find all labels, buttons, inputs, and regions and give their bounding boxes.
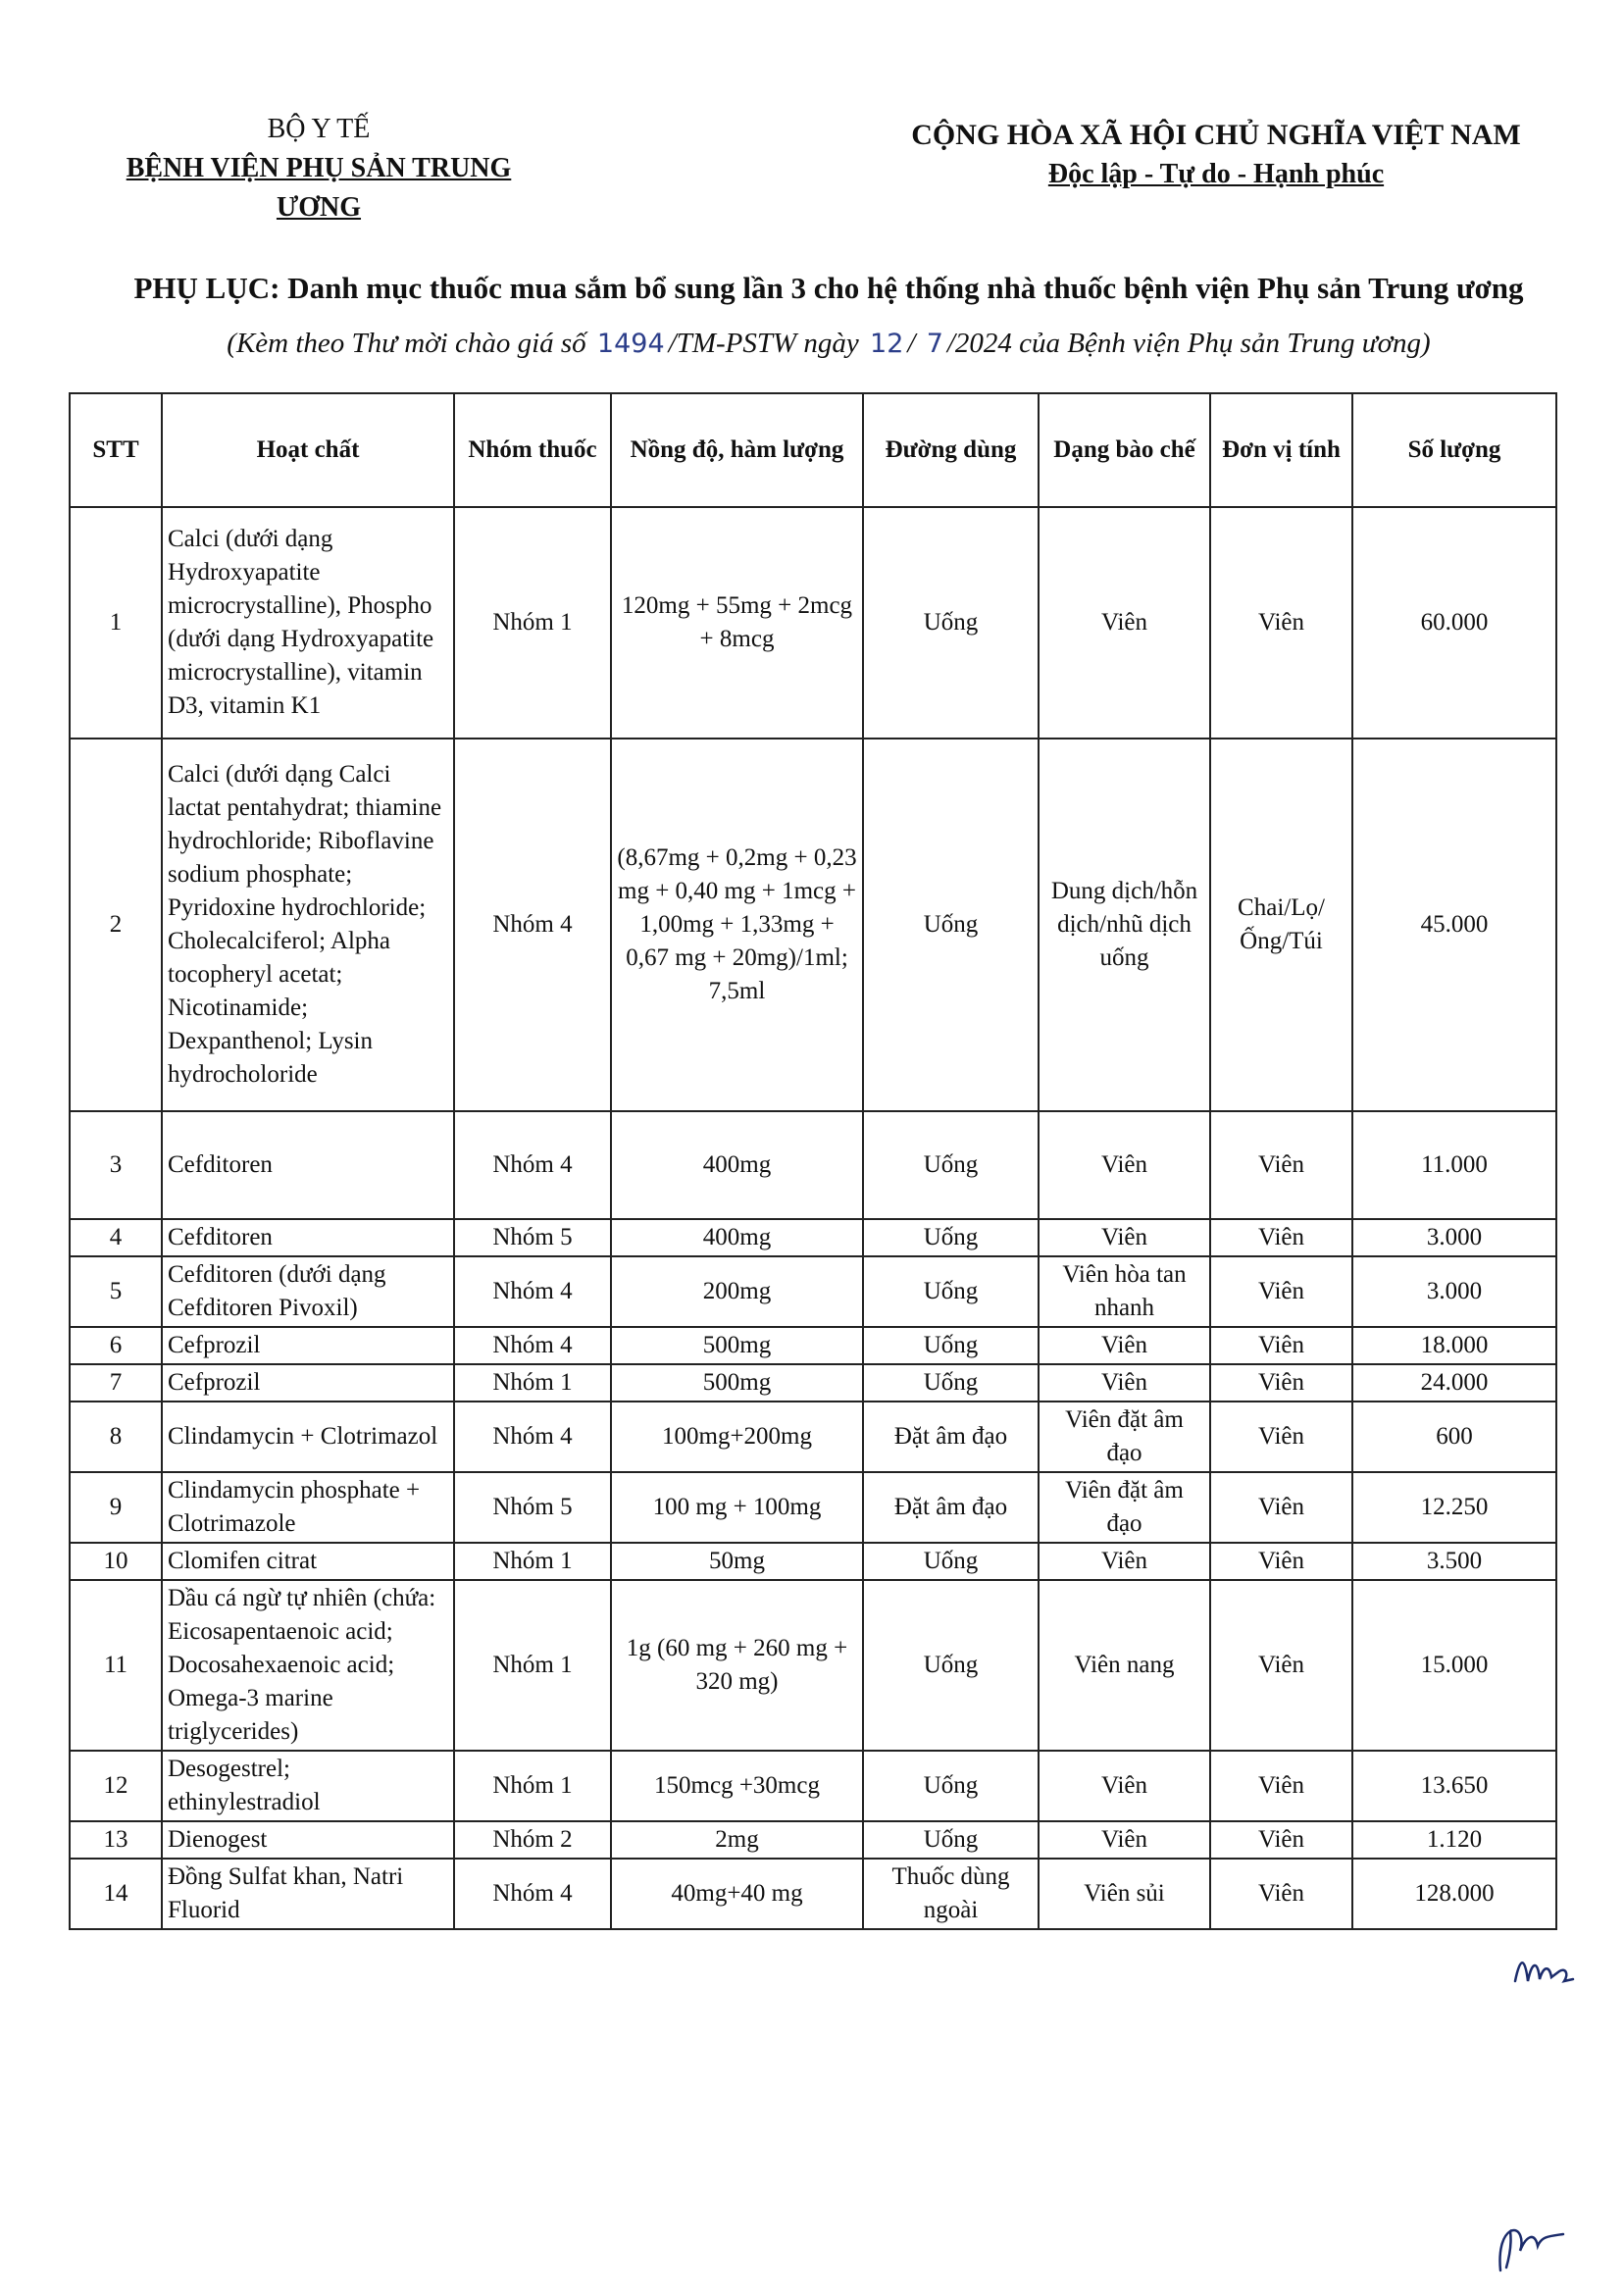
cell-nhom-thuoc: Nhóm 4 <box>454 1327 611 1364</box>
cell-nong-do: 2mg <box>611 1821 863 1859</box>
national-motto: Độc lập - Tự do - Hạnh phúc <box>1047 159 1385 189</box>
cell-don-vi-tinh: Viên <box>1210 1821 1352 1859</box>
country-name: CỘNG HÒA XÃ HỘI CHỦ NGHĨA VIỆT NAM <box>911 119 1521 151</box>
cell-so-luong: 3.000 <box>1352 1256 1556 1327</box>
cell-dang-bao-che: Viên <box>1039 1821 1210 1859</box>
document-title: PHỤ LỤC: Danh mục thuốc mua sắm bổ sung lần 3 cho hệ thống nhà thuốc bệnh viện Phụ sản Trung ương <box>133 271 1524 305</box>
cell-stt: 4 <box>70 1219 162 1256</box>
table-row <box>70 1402 1556 1472</box>
cell-don-vi-tinh: Viên <box>1210 1543 1352 1580</box>
cell-dang-bao-che: Viên <box>1039 1364 1210 1402</box>
cell-nong-do: 120mg + 55mg + 2mcg + 8mcg <box>611 507 863 739</box>
hospital-name: BỆNH VIỆN PHỤ SẢN TRUNG ƯƠNG <box>126 153 512 223</box>
cell-don-vi-tinh: Viên <box>1210 1751 1352 1821</box>
cell-don-vi-tinh: Viên <box>1210 1580 1352 1751</box>
cell-don-vi-tinh: Chai/Lọ/Ống/Túi <box>1210 739 1352 1111</box>
cell-don-vi-tinh: Viên <box>1210 1219 1352 1256</box>
cell-dang-bao-che: Viên <box>1039 1543 1210 1580</box>
cell-hoat-chat: Cefditoren (dưới dạng Cefditoren Pivoxil) <box>162 1256 454 1327</box>
header-duong-dung: Đường dùng <box>863 393 1039 507</box>
cell-stt: 13 <box>70 1821 162 1859</box>
cell-nong-do: 40mg+40 mg <box>611 1859 863 1929</box>
cell-nhom-thuoc: Nhóm 5 <box>454 1472 611 1543</box>
cell-nong-do: 400mg <box>611 1219 863 1256</box>
cell-stt: 11 <box>70 1580 162 1751</box>
cell-nong-do: 100 mg + 100mg <box>611 1472 863 1543</box>
drug-list-table <box>69 392 1557 1930</box>
cell-stt: 10 <box>70 1543 162 1580</box>
cell-so-luong: 3.500 <box>1352 1543 1556 1580</box>
subtitle-part-2: /TM-PSTW ngày <box>668 328 859 359</box>
cell-duong-dung: Đặt âm đạo <box>863 1402 1039 1472</box>
cell-hoat-chat: Cefprozil <box>162 1327 454 1364</box>
cell-hoat-chat: Dienogest <box>162 1821 454 1859</box>
cell-nong-do: 1g (60 mg + 260 mg + 320 mg) <box>611 1580 863 1751</box>
cell-so-luong: 60.000 <box>1352 507 1556 739</box>
cell-hoat-chat: Calci (dưới dạng Calci lactat pentahydrat; thiamine hydrochloride; Riboflavine sodium phosphate; Pyridoxine hydrochloride; Cholecalciferol; Alpha tocopheryl acetat; Nicotinamide; Dexpanthenol; Lysin hydrocholoride <box>162 739 454 1111</box>
cell-dang-bao-che: Viên hòa tan nhanh <box>1039 1256 1210 1327</box>
table-row <box>70 1111 1556 1219</box>
cell-hoat-chat: Calci (dưới dạng Hydroxyapatite microcrystalline), Phospho (dưới dạng Hydroxyapatite microcrystalline), vitamin D3, vitamin K1 <box>162 507 454 739</box>
document-subtitle <box>83 328 1574 360</box>
cell-don-vi-tinh: Viên <box>1210 1402 1352 1472</box>
cell-duong-dung: Đặt âm đạo <box>863 1472 1039 1543</box>
header-so-luong: Số lượng <box>1352 393 1556 507</box>
cell-stt: 8 <box>70 1402 162 1472</box>
cell-duong-dung: Uống <box>863 1256 1039 1327</box>
cell-hoat-chat: Đồng Sulfat khan, Natri Fluorid <box>162 1859 454 1929</box>
cell-don-vi-tinh: Viên <box>1210 507 1352 739</box>
cell-duong-dung: Uống <box>863 1111 1039 1219</box>
subtitle-part-1: (Kèm theo Thư mời chào giá số <box>227 328 586 359</box>
table-header-row <box>70 393 1556 507</box>
table-row <box>70 1472 1556 1543</box>
cell-nhom-thuoc: Nhóm 5 <box>454 1219 611 1256</box>
cell-hoat-chat: Cefditoren <box>162 1219 454 1256</box>
cell-hoat-chat: Clindamycin phosphate + Clotrimazole <box>162 1472 454 1543</box>
header-right <box>883 116 1549 194</box>
cell-so-luong: 11.000 <box>1352 1111 1556 1219</box>
cell-so-luong: 13.650 <box>1352 1751 1556 1821</box>
cell-dang-bao-che: Viên nang <box>1039 1580 1210 1751</box>
cell-dang-bao-che: Viên <box>1039 1219 1210 1256</box>
table-row <box>70 507 1556 739</box>
cell-duong-dung: Uống <box>863 1821 1039 1859</box>
table-row <box>70 739 1556 1111</box>
cell-nhom-thuoc: Nhóm 1 <box>454 1580 611 1751</box>
cell-stt: 5 <box>70 1256 162 1327</box>
cell-hoat-chat: Dầu cá ngừ tự nhiên (chứa: Eicosapentaenoic acid; Docosahexaenoic acid; Omega-3 marine triglycerides) <box>162 1580 454 1751</box>
subtitle-part-3: /2024 của Bệnh viện Phụ sản Trung ương) <box>946 328 1431 359</box>
cell-nhom-thuoc: Nhóm 1 <box>454 1364 611 1402</box>
header-nong-do: Nồng độ, hàm lượng <box>611 393 863 507</box>
cell-hoat-chat: Cefprozil <box>162 1364 454 1402</box>
ministry-name: BỘ Y TẾ <box>267 114 371 144</box>
subtitle-separator: / <box>907 328 916 359</box>
table-row <box>70 1859 1556 1929</box>
cell-dang-bao-che: Viên đặt âm đạo <box>1039 1472 1210 1543</box>
cell-duong-dung: Uống <box>863 1327 1039 1364</box>
table-row <box>70 1327 1556 1364</box>
cell-nong-do: 100mg+200mg <box>611 1402 863 1472</box>
cell-duong-dung: Uống <box>863 739 1039 1111</box>
cell-hoat-chat: Desogestrel; ethinylestradiol <box>162 1751 454 1821</box>
cell-duong-dung: Uống <box>863 1580 1039 1751</box>
handwritten-day: 12 <box>870 329 904 359</box>
cell-nhom-thuoc: Nhóm 1 <box>454 1751 611 1821</box>
cell-so-luong: 3.000 <box>1352 1219 1556 1256</box>
cell-hoat-chat: Clindamycin + Clotrimazol <box>162 1402 454 1472</box>
cell-don-vi-tinh: Viên <box>1210 1111 1352 1219</box>
header-left <box>88 110 549 228</box>
cell-nhom-thuoc: Nhóm 2 <box>454 1821 611 1859</box>
handwritten-month: 7 <box>926 329 943 359</box>
cell-dang-bao-che: Viên <box>1039 1111 1210 1219</box>
cell-so-luong: 12.250 <box>1352 1472 1556 1543</box>
cell-hoat-chat: Cefditoren <box>162 1111 454 1219</box>
cell-duong-dung: Uống <box>863 1219 1039 1256</box>
cell-don-vi-tinh: Viên <box>1210 1327 1352 1364</box>
cell-don-vi-tinh: Viên <box>1210 1256 1352 1327</box>
table-row <box>70 1821 1556 1859</box>
header-dang-bao-che: Dạng bào chế <box>1039 393 1210 507</box>
cell-so-luong: 600 <box>1352 1402 1556 1472</box>
handwritten-signature <box>1481 2207 1569 2275</box>
cell-so-luong: 15.000 <box>1352 1580 1556 1751</box>
cell-nong-do: (8,67mg + 0,2mg + 0,23 mg + 0,40 mg + 1mcg + 1,00mg + 1,33mg + 0,67 mg + 20mg)/1ml; 7,5ml <box>611 739 863 1111</box>
cell-nhom-thuoc: Nhóm 4 <box>454 739 611 1111</box>
cell-don-vi-tinh: Viên <box>1210 1472 1352 1543</box>
cell-stt: 9 <box>70 1472 162 1543</box>
cell-don-vi-tinh: Viên <box>1210 1364 1352 1402</box>
cell-nhom-thuoc: Nhóm 1 <box>454 1543 611 1580</box>
cell-so-luong: 24.000 <box>1352 1364 1556 1402</box>
cell-stt: 12 <box>70 1751 162 1821</box>
cell-nhom-thuoc: Nhóm 4 <box>454 1256 611 1327</box>
cell-dang-bao-che: Viên <box>1039 1751 1210 1821</box>
cell-dang-bao-che: Dung dịch/hỗn dịch/nhũ dịch uống <box>1039 739 1210 1111</box>
cell-nong-do: 150mcg +30mcg <box>611 1751 863 1821</box>
handwritten-initials <box>1510 1952 1579 1991</box>
cell-nong-do: 500mg <box>611 1327 863 1364</box>
cell-nhom-thuoc: Nhóm 4 <box>454 1859 611 1929</box>
cell-nong-do: 200mg <box>611 1256 863 1327</box>
cell-duong-dung: Uống <box>863 1543 1039 1580</box>
cell-so-luong: 45.000 <box>1352 739 1556 1111</box>
cell-nong-do: 50mg <box>611 1543 863 1580</box>
cell-duong-dung: Uống <box>863 1364 1039 1402</box>
cell-stt: 2 <box>70 739 162 1111</box>
cell-stt: 6 <box>70 1327 162 1364</box>
cell-stt: 7 <box>70 1364 162 1402</box>
cell-dang-bao-che: Viên <box>1039 1327 1210 1364</box>
cell-nong-do: 400mg <box>611 1111 863 1219</box>
table-row <box>70 1751 1556 1821</box>
cell-nhom-thuoc: Nhóm 4 <box>454 1111 611 1219</box>
cell-stt: 3 <box>70 1111 162 1219</box>
cell-duong-dung: Uống <box>863 507 1039 739</box>
cell-so-luong: 1.120 <box>1352 1821 1556 1859</box>
header-nhom-thuoc: Nhóm thuốc <box>454 393 611 507</box>
cell-stt: 1 <box>70 507 162 739</box>
table-row <box>70 1580 1556 1751</box>
table-row <box>70 1219 1556 1256</box>
cell-dang-bao-che: Viên sủi <box>1039 1859 1210 1929</box>
header-hoat-chat: Hoạt chất <box>162 393 454 507</box>
cell-don-vi-tinh: Viên <box>1210 1859 1352 1929</box>
handwritten-letter-number: 1494 <box>596 329 665 359</box>
cell-dang-bao-che: Viên đặt âm đạo <box>1039 1402 1210 1472</box>
header-don-vi-tinh: Đơn vị tính <box>1210 393 1352 507</box>
cell-nhom-thuoc: Nhóm 1 <box>454 507 611 739</box>
cell-dang-bao-che: Viên <box>1039 507 1210 739</box>
cell-stt: 14 <box>70 1859 162 1929</box>
cell-duong-dung: Thuốc dùng ngoài <box>863 1859 1039 1929</box>
cell-hoat-chat: Clomifen citrat <box>162 1543 454 1580</box>
cell-nhom-thuoc: Nhóm 4 <box>454 1402 611 1472</box>
cell-duong-dung: Uống <box>863 1751 1039 1821</box>
table-row <box>70 1543 1556 1580</box>
table-row <box>70 1256 1556 1327</box>
cell-nong-do: 500mg <box>611 1364 863 1402</box>
cell-so-luong: 128.000 <box>1352 1859 1556 1929</box>
table-row <box>70 1364 1556 1402</box>
header-stt: STT <box>70 393 162 507</box>
cell-so-luong: 18.000 <box>1352 1327 1556 1364</box>
